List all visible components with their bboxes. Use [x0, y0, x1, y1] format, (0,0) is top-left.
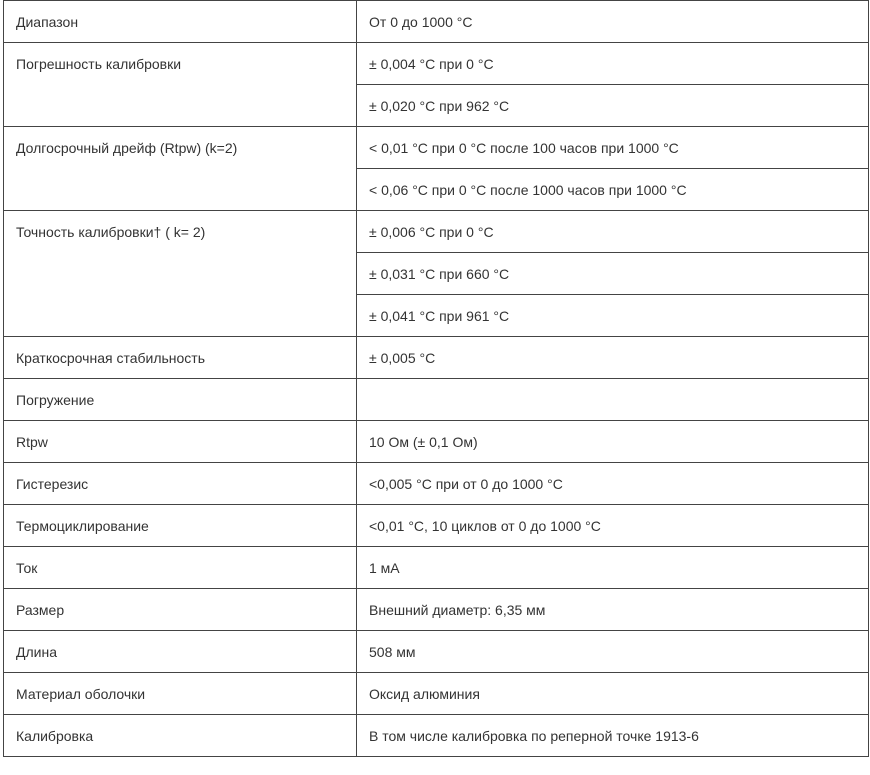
spec-value: < 0,06 °C при 0 °C после 1000 часов при 1000 °C: [357, 169, 869, 211]
spec-label: Ток: [4, 547, 357, 589]
spec-value: Оксид алюминия: [357, 673, 869, 715]
table-row: [4, 211, 869, 253]
spec-value: 1 мА: [357, 547, 869, 589]
spec-value: Внешний диаметр: 6,35 мм: [357, 589, 869, 631]
spec-label: Термоциклирование: [4, 505, 357, 547]
table-row: [4, 379, 869, 421]
spec-label: Точность калибровки† ( k= 2): [4, 211, 357, 337]
table-row: [4, 421, 869, 463]
spec-label: Материал оболочки: [4, 673, 357, 715]
table-row: [4, 673, 869, 715]
spec-label: Долгосрочный дрейф (Rtpw) (k=2): [4, 127, 357, 211]
specifications-table: [3, 0, 869, 757]
spec-value: От 0 до 1000 °C: [357, 1, 869, 43]
spec-label: Длина: [4, 631, 357, 673]
spec-label: Размер: [4, 589, 357, 631]
table-row: [4, 505, 869, 547]
spec-label: Rtpw: [4, 421, 357, 463]
spec-label: Калибровка: [4, 715, 357, 757]
spec-value: ± 0,005 °C: [357, 337, 869, 379]
table-row: [4, 463, 869, 505]
spec-value: <0,005 °C при от 0 до 1000 °C: [357, 463, 869, 505]
table-row: [4, 631, 869, 673]
spec-value: ± 0,006 °C при 0 °C: [357, 211, 869, 253]
spec-value: ± 0,041 °C при 961 °C: [357, 295, 869, 337]
spec-value: ± 0,020 °C при 962 °C: [357, 85, 869, 127]
spec-value: ± 0,004 °C при 0 °C: [357, 43, 869, 85]
spec-label: Гистерезис: [4, 463, 357, 505]
table-row: [4, 337, 869, 379]
spec-value: <0,01 °C, 10 циклов от 0 до 1000 °C: [357, 505, 869, 547]
table-row: [4, 715, 869, 757]
table-row: [4, 43, 869, 85]
table-row: [4, 1, 869, 43]
spec-value: < 0,01 °C при 0 °C после 100 часов при 1000 °C: [357, 127, 869, 169]
spec-value: [357, 379, 869, 421]
table-row: [4, 127, 869, 169]
spec-value: 10 Ом (± 0,1 Ом): [357, 421, 869, 463]
table-row: [4, 589, 869, 631]
spec-label: Погрешность калибровки: [4, 43, 357, 127]
spec-value: ± 0,031 °C при 660 °C: [357, 253, 869, 295]
spec-label: Диапазон: [4, 1, 357, 43]
spec-label: Краткосрочная стабильность: [4, 337, 357, 379]
spec-value: 508 мм: [357, 631, 869, 673]
spec-value: В том числе калибровка по реперной точке 1913-6: [357, 715, 869, 757]
table-row: [4, 547, 869, 589]
spec-label: Погружение: [4, 379, 357, 421]
